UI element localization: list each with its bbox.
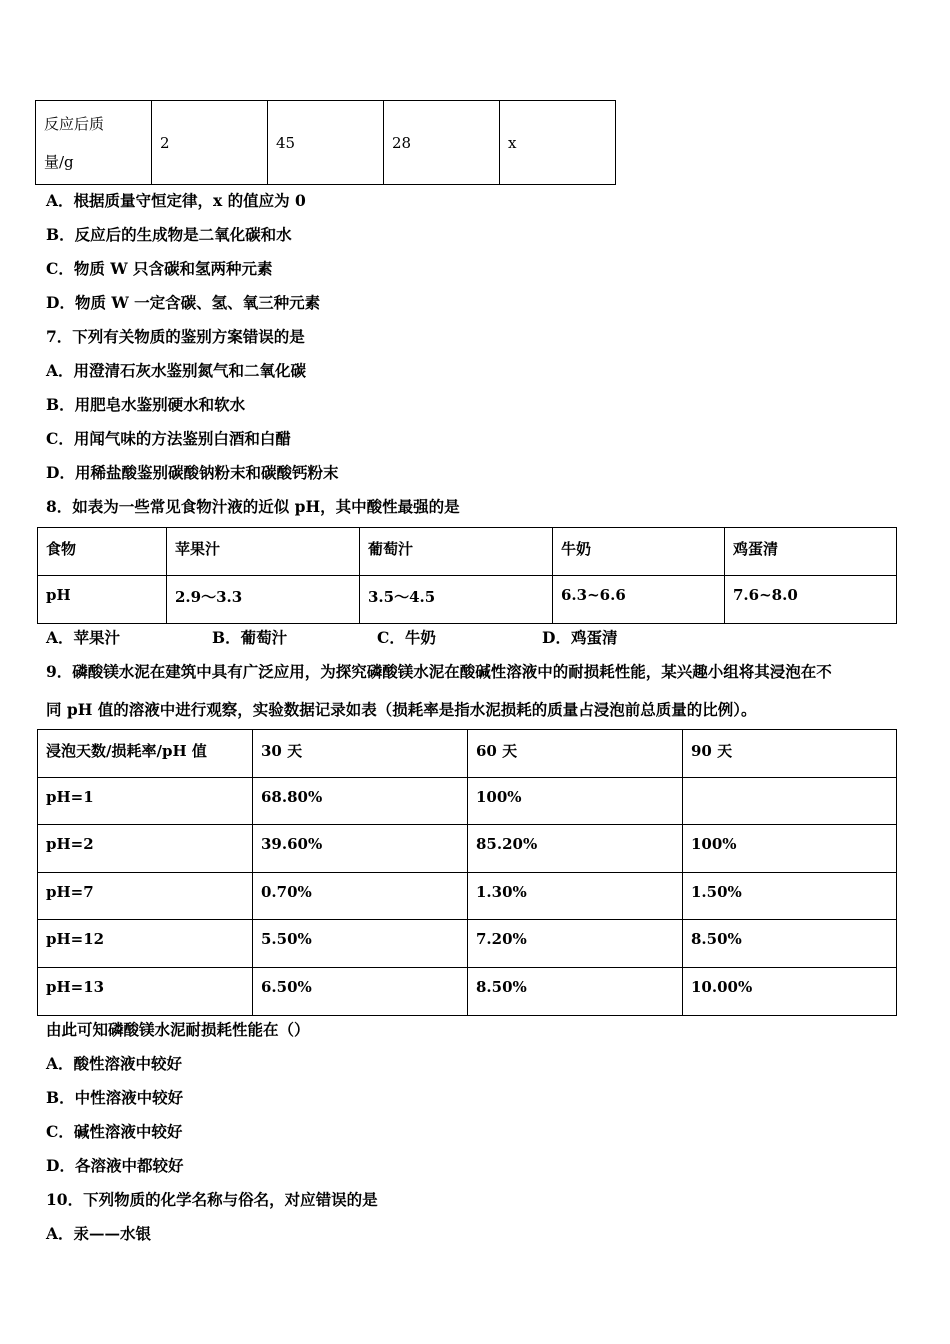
table-row xyxy=(38,528,897,576)
table-header-cell: 60 天 xyxy=(468,730,683,778)
table-row xyxy=(38,920,897,968)
table-row xyxy=(36,101,616,185)
mass-label-line2: 量/g xyxy=(44,152,74,171)
table-cell: 7.6~8.0 xyxy=(725,576,897,624)
table-header-cell: 葡萄汁 xyxy=(360,528,553,576)
q6-option-d: D．物质 W 一定含碳、氢、氧三种元素 xyxy=(46,293,321,312)
q6-option-c: C．物质 W 只含碳和氢两种元素 xyxy=(46,259,273,278)
table-cell: 0.70% xyxy=(253,872,468,920)
table-cell: 1.50% xyxy=(683,872,897,920)
q8-option-a: A．苹果汁 xyxy=(46,628,121,647)
table-header-cell: 苹果汁 xyxy=(167,528,360,576)
table-header-cell: 食物 xyxy=(38,528,167,576)
q7-option-a: A．用澄清石灰水鉴别氮气和二氧化碳 xyxy=(46,361,307,380)
table-cell: 7.20% xyxy=(468,920,683,968)
q7-option-c: C．用闻气味的方法鉴别白酒和白醋 xyxy=(46,429,291,448)
table-cell: 2.9～3.3 xyxy=(167,576,360,624)
mass-value-cell: 45 xyxy=(268,101,384,185)
table-cell: pH=7 xyxy=(38,872,253,920)
table-row xyxy=(38,872,897,920)
q6-option-b: B．反应后的生成物是二氧化碳和水 xyxy=(46,225,292,244)
table-cell: pH=13 xyxy=(38,967,253,1015)
q9-option-c: C．碱性溶液中较好 xyxy=(46,1122,183,1141)
table-cell: 5.50% xyxy=(253,920,468,968)
table-row xyxy=(38,777,897,825)
q8-option-b: B．葡萄汁 xyxy=(212,628,288,647)
q8-option-c: C．牛奶 xyxy=(377,628,436,647)
reaction-mass-table xyxy=(35,100,616,185)
mass-value-cell: 2 xyxy=(152,101,268,185)
q9-option-d: D．各溶液中都较好 xyxy=(46,1156,184,1175)
q7-stem: 7．下列有关物质的鉴别方案错误的是 xyxy=(46,327,305,346)
table-cell: 68.80% xyxy=(253,777,468,825)
table-header-cell: 鸡蛋清 xyxy=(725,528,897,576)
q9-stem-line1: 9．磷酸镁水泥在建筑中具有广泛应用，为探究磷酸镁水泥在酸碱性溶液中的耐损耗性能，某兴趣小组将其浸泡在不 xyxy=(46,662,832,681)
q9-option-a: A．酸性溶液中较好 xyxy=(46,1054,183,1073)
table-row xyxy=(38,730,897,778)
q7-option-d: D．用稀盐酸鉴别碳酸钠粉末和碳酸钙粉末 xyxy=(46,463,339,482)
q10-stem: 10．下列物质的化学名称与俗名，对应错误的是 xyxy=(46,1190,378,1209)
table-header-cell: 浸泡天数/损耗率/pH 值 xyxy=(38,730,253,778)
table-cell: 6.50% xyxy=(253,967,468,1015)
q9-stem-line2: 同 pH 值的溶液中进行观察，实验数据记录如表（损耗率是指水泥损耗的质量占浸泡前总质量的比例）。 xyxy=(46,700,757,719)
table-cell xyxy=(683,777,897,825)
table-cell: pH xyxy=(38,576,167,624)
q9-question: 由此可知磷酸镁水泥耐损耗性能在（） xyxy=(46,1020,310,1039)
q6-option-a: A．根据质量守恒定律，x 的值应为 0 xyxy=(46,191,306,210)
table-cell: 10.00% xyxy=(683,967,897,1015)
table-header-cell: 牛奶 xyxy=(553,528,725,576)
table-cell: 100% xyxy=(468,777,683,825)
table-cell: pH=2 xyxy=(38,825,253,873)
table-row xyxy=(38,825,897,873)
table-cell: pH=12 xyxy=(38,920,253,968)
mass-label-cell xyxy=(36,101,152,185)
table-cell: 100% xyxy=(683,825,897,873)
table-cell: pH=1 xyxy=(38,777,253,825)
table-header-cell: 90 天 xyxy=(683,730,897,778)
q8-option-d: D．鸡蛋清 xyxy=(542,628,618,647)
cement-loss-table xyxy=(37,729,897,1016)
table-cell: 6.3~6.6 xyxy=(553,576,725,624)
table-cell: 85.20% xyxy=(468,825,683,873)
q9-option-b: B．中性溶液中较好 xyxy=(46,1088,184,1107)
table-cell: 3.5～4.5 xyxy=(360,576,553,624)
table-cell: 8.50% xyxy=(468,967,683,1015)
mass-value-cell: x xyxy=(500,101,616,185)
table-cell: 39.60% xyxy=(253,825,468,873)
table-row xyxy=(38,967,897,1015)
food-ph-table xyxy=(37,527,897,624)
q10-option-a: A．汞——水银 xyxy=(46,1224,152,1243)
table-cell: 8.50% xyxy=(683,920,897,968)
mass-label-line1: 反应后质 xyxy=(44,114,105,133)
q8-stem: 8．如表为一些常见食物汁液的近似 pH，其中酸性最强的是 xyxy=(46,497,460,516)
table-cell: 1.30% xyxy=(468,872,683,920)
table-row xyxy=(38,576,897,624)
mass-value-cell: 28 xyxy=(384,101,500,185)
table-header-cell: 30 天 xyxy=(253,730,468,778)
q7-option-b: B．用肥皂水鉴别硬水和软水 xyxy=(46,395,246,414)
